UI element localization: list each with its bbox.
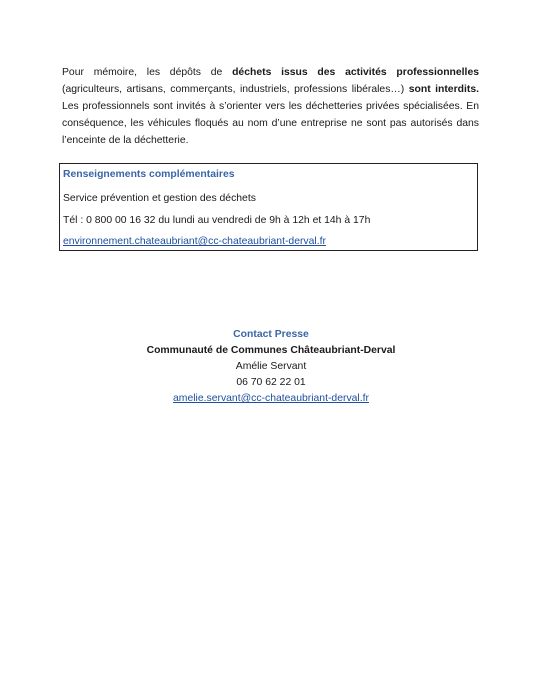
waste-rules-paragraph [62,64,479,149]
paragraph-text-2: (agriculteurs, artisans, commerçants, industriels, professions libérales…) [62,84,409,95]
info-email-link[interactable]: environnement.chateaubriant@cc-chateaubriant-derval.fr [63,236,326,247]
paragraph-text-3: Les professionnels sont invités à s’orienter vers les déchetteries privées spécialisées. En conséquence, les véhicules floqués au nom d’une entreprise ne sont pas autorisés dans l’enceinte de la déchetterie. [62,101,479,146]
contact-organization: Communauté de Communes Châteaubriant-Derval [146,345,396,356]
info-service: Service prévention et gestion des déchets [63,193,256,204]
paragraph-bold-2: sont interdits. [408,84,479,95]
contact-phone: 06 70 62 22 01 [236,377,306,388]
info-box [59,163,478,251]
contact-title: Contact Presse [233,329,309,340]
contact-name: Amélie Servant [235,361,307,372]
info-phone: Tél : 0 800 00 16 32 du lundi au vendredi de 9h à 12h et 14h à 17h [63,215,371,226]
contact-email-link[interactable]: amelie.servant@cc-chateaubriant-derval.fr [173,393,369,404]
info-box-title: Renseignements complémentaires [63,169,235,180]
press-contact [0,327,542,407]
paragraph-text-1: Pour mémoire, les dépôts de [62,67,233,78]
paragraph-bold-1: déchets issus des activités professionnelles [232,67,480,78]
